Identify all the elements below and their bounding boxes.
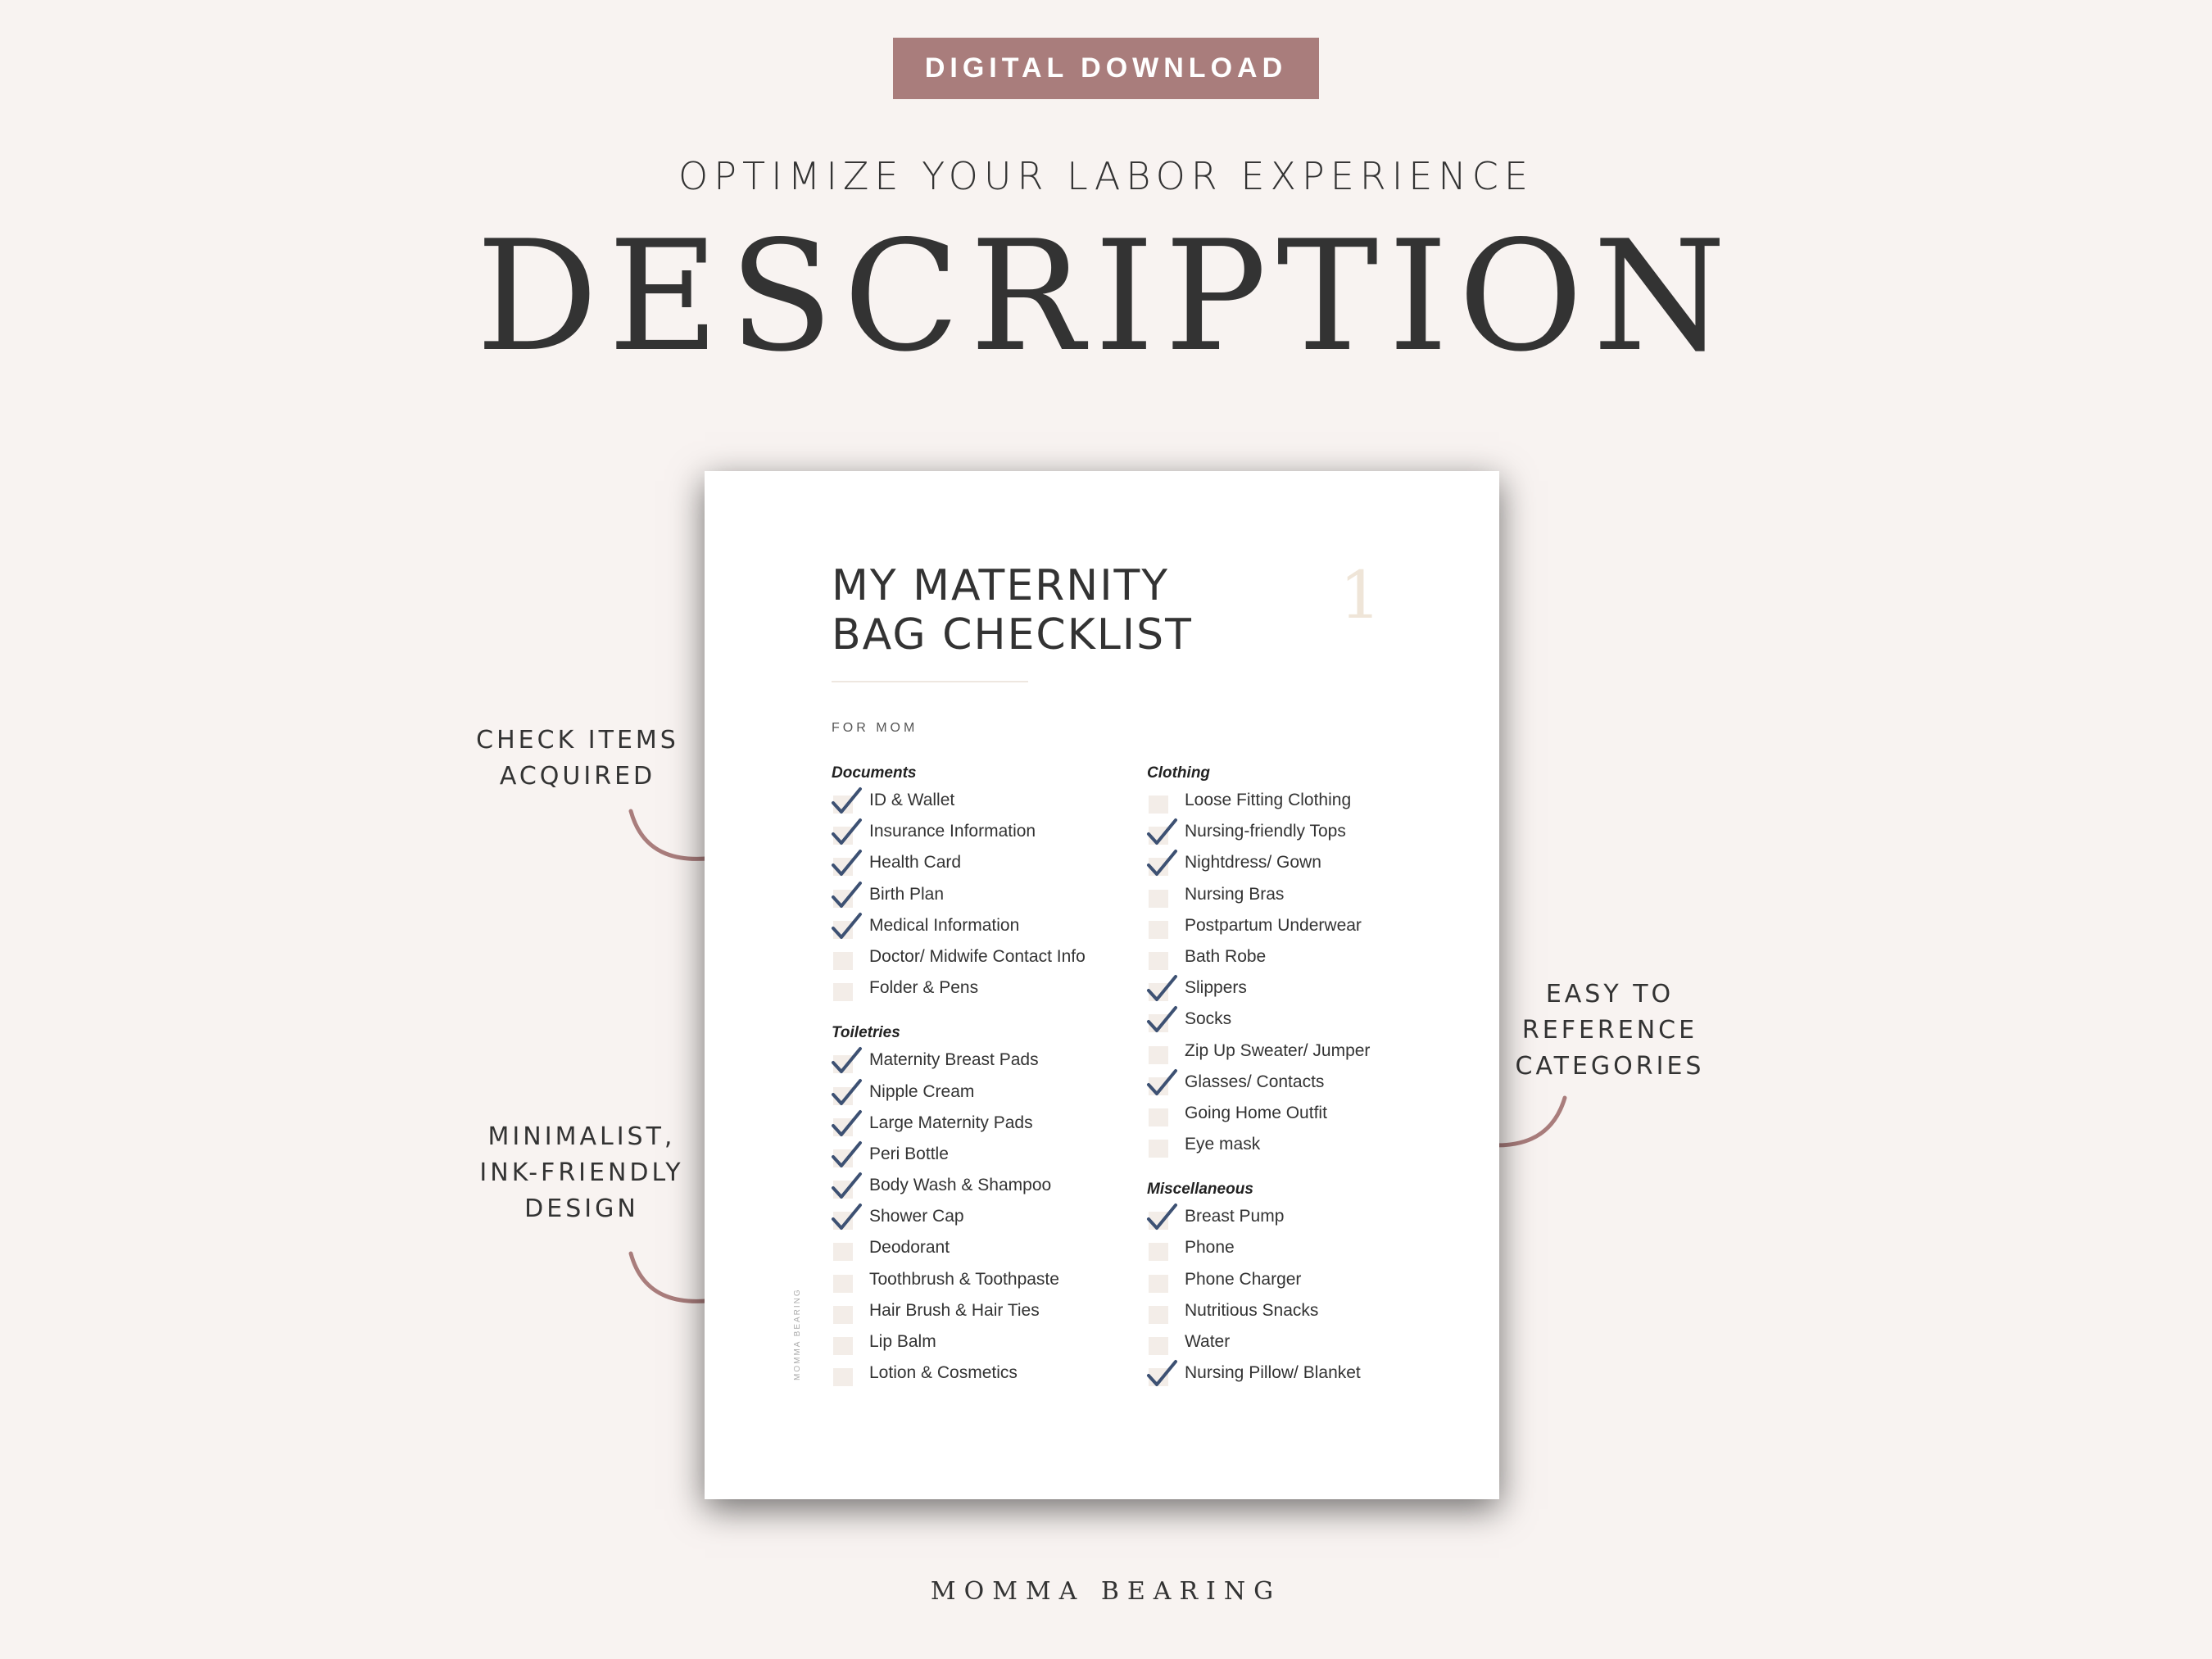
checklist-item-label: Lip Balm	[869, 1332, 936, 1351]
checklist-item-label: Glasses/ Contacts	[1185, 1072, 1325, 1091]
checklist-item-label: Health Card	[869, 853, 962, 873]
checklist-item-label: Nursing Pillow/ Blanket	[1185, 1363, 1361, 1383]
checkmark-icon	[830, 849, 863, 878]
checkmark-icon	[1145, 974, 1178, 1004]
checklist-item[interactable]	[1147, 972, 1458, 1004]
checklist-item[interactable]	[1147, 879, 1458, 910]
checklist-item[interactable]	[1147, 1067, 1458, 1098]
checkmark-icon	[1145, 818, 1178, 847]
checklist-item-label: Insurance Information	[869, 822, 1036, 841]
checklist-item[interactable]	[832, 972, 1143, 1004]
checklist-item-label: Phone	[1185, 1238, 1235, 1258]
checkbox[interactable]	[833, 1243, 853, 1261]
checklist-item-label: Nightdress/ Gown	[1185, 853, 1321, 873]
checklist-item-label: Phone Charger	[1185, 1269, 1302, 1289]
checklist-item-label: Nursing-friendly Tops	[1185, 822, 1346, 841]
checkmark-icon	[830, 881, 863, 910]
checklist-item[interactable]	[1147, 785, 1458, 816]
checklist-item-label: Peri Bottle	[869, 1144, 949, 1163]
annotation-line: INK-FRIENDLY	[479, 1158, 684, 1187]
checklist-item-label: Going Home Outfit	[1185, 1103, 1327, 1122]
checklist-item-label: Slippers	[1185, 978, 1247, 998]
annotation-minimalist	[459, 1119, 705, 1227]
page-title: DESCRIPTION	[475, 207, 1737, 385]
checklist-item-label: Deodorant	[869, 1238, 950, 1258]
checklist-item[interactable]	[1147, 1036, 1458, 1067]
checkmark-icon	[830, 1140, 863, 1170]
checkbox[interactable]	[1149, 952, 1168, 970]
checklist-item[interactable]	[832, 785, 1143, 816]
checklist-item-label: Medical Information	[869, 915, 1020, 935]
checklist-item[interactable]	[1147, 1358, 1458, 1389]
checklist-item-label: Zip Up Sweater/ Jumper	[1185, 1040, 1371, 1060]
brand-footer: MOMMA BEARING	[930, 1577, 1282, 1606]
subtitle: OPTIMIZE YOUR LABOR EXPERIENCE	[678, 154, 1534, 198]
checkmark-icon	[830, 1109, 863, 1139]
checkbox[interactable]	[1149, 1108, 1168, 1126]
checklist-item[interactable]	[832, 1139, 1143, 1170]
checklist-item[interactable]	[832, 879, 1143, 910]
checklist-title	[832, 561, 1193, 660]
checklist-column-left	[832, 762, 1143, 1389]
category-heading: Documents	[832, 764, 917, 782]
checklist-item-label: Breast Pump	[1185, 1207, 1285, 1226]
checklist-item-label: Folder & Pens	[869, 978, 979, 998]
checklist-item[interactable]	[1147, 1264, 1458, 1295]
checklist-item[interactable]	[832, 1358, 1143, 1389]
checklist-title-line: BAG CHECKLIST	[832, 610, 1193, 660]
checklist-item-label: Postpartum Underwear	[1185, 915, 1362, 935]
checklist-item[interactable]	[1147, 910, 1458, 941]
checklist-item-label: Body Wash & Shampoo	[869, 1176, 1052, 1195]
checkbox[interactable]	[833, 1306, 853, 1324]
side-brand: MOMMA BEARING	[793, 1288, 802, 1380]
checklist-item-label: Maternity Breast Pads	[869, 1050, 1039, 1070]
checklist-item-label: Doctor/ Midwife Contact Info	[869, 946, 1086, 966]
checklist-item[interactable]	[1147, 1098, 1458, 1129]
checklist-item-label: Shower Cap	[869, 1207, 964, 1226]
checklist-item[interactable]	[1147, 1201, 1458, 1232]
checkbox[interactable]	[1149, 1306, 1168, 1324]
checkbox[interactable]	[833, 983, 853, 1001]
checklist-column-right	[1147, 762, 1458, 1389]
checkmark-icon	[830, 1172, 863, 1201]
annotation-line: CATEGORIES	[1515, 1052, 1705, 1081]
checklist-item[interactable]	[1147, 1295, 1458, 1326]
checklist-item[interactable]	[832, 1326, 1143, 1358]
checklist-page	[705, 471, 1499, 1499]
checklist-item-label: Water	[1185, 1332, 1231, 1351]
category-heading: Toiletries	[832, 1024, 900, 1042]
checkmark-icon	[830, 1046, 863, 1076]
checklist-item[interactable]	[832, 816, 1143, 847]
checkbox[interactable]	[1149, 796, 1168, 814]
checkbox[interactable]	[1149, 921, 1168, 939]
checklist-item-label: Bath Robe	[1185, 946, 1267, 966]
checklist-item-label: Toothbrush & Toothpaste	[869, 1269, 1059, 1289]
checkmark-icon	[830, 1203, 863, 1232]
checklist-item[interactable]	[1147, 1326, 1458, 1358]
title-divider	[832, 681, 1028, 682]
annotation-line: EASY TO	[1545, 980, 1675, 1009]
checkmark-icon	[830, 786, 863, 816]
checklist-item[interactable]	[1147, 941, 1458, 972]
checkbox[interactable]	[833, 1275, 853, 1293]
checkbox[interactable]	[1149, 890, 1168, 908]
checkbox[interactable]	[1149, 1140, 1168, 1158]
category-heading: Clothing	[1147, 764, 1211, 782]
checklist-title-line: MY MATERNITY	[832, 561, 1170, 610]
checklist-item-label: Large Maternity Pads	[869, 1113, 1033, 1132]
checklist-item[interactable]	[832, 1077, 1143, 1108]
annotation-easy-reference	[1491, 977, 1729, 1085]
checklist-item[interactable]	[832, 1201, 1143, 1232]
checkmark-icon	[1145, 1068, 1178, 1098]
checklist-item[interactable]	[832, 847, 1143, 878]
category-heading: Miscellaneous	[1147, 1181, 1253, 1199]
checklist-item[interactable]	[1147, 1129, 1458, 1160]
digital-download-badge: DIGITAL DOWNLOAD	[893, 38, 1319, 99]
checkmark-icon	[1145, 1203, 1178, 1232]
checkbox[interactable]	[1149, 1337, 1168, 1355]
checklist-item[interactable]	[832, 1170, 1143, 1201]
checkbox[interactable]	[833, 952, 853, 970]
annotation-line: CHECK ITEMS	[476, 726, 679, 755]
checklist-item-label: Birth Plan	[869, 884, 945, 904]
checklist-item-label: Loose Fitting Clothing	[1185, 791, 1352, 809]
checklist-item-label: ID & Wallet	[869, 791, 955, 809]
checklist-item[interactable]	[832, 1264, 1143, 1295]
checklist-item[interactable]	[832, 1232, 1143, 1263]
checklist-item-label: Eye mask	[1185, 1135, 1261, 1154]
annotation-line: ACQUIRED	[499, 762, 656, 791]
checklist-item[interactable]	[832, 910, 1143, 941]
checklist-item[interactable]	[1147, 847, 1458, 878]
checkbox[interactable]	[1149, 1046, 1168, 1064]
page-number: 1	[1339, 557, 1381, 633]
checklist-item[interactable]	[832, 1108, 1143, 1139]
checklist-item[interactable]	[1147, 816, 1458, 847]
checkbox[interactable]	[1149, 1275, 1168, 1293]
checklist-item[interactable]	[1147, 1004, 1458, 1035]
checklist-item-label: Nutritious Snacks	[1185, 1300, 1319, 1320]
checkmark-icon	[830, 912, 863, 941]
checkbox[interactable]	[1149, 1243, 1168, 1261]
annotation-line: REFERENCE	[1521, 1016, 1698, 1045]
checkmark-icon	[1145, 849, 1178, 878]
checklist-item[interactable]	[1147, 1232, 1458, 1263]
checklist-item[interactable]	[832, 941, 1143, 972]
annotation-check-items	[459, 723, 696, 795]
checkbox[interactable]	[833, 1368, 853, 1386]
checklist-item[interactable]	[832, 1295, 1143, 1326]
checklist-item-label: Lotion & Cosmetics	[869, 1363, 1018, 1383]
checkmark-icon	[1145, 1005, 1178, 1035]
annotation-line: MINIMALIST,	[487, 1122, 676, 1151]
checklist-item-label: Nipple Cream	[869, 1081, 975, 1101]
checkmark-icon	[830, 1078, 863, 1108]
checkmark-icon	[830, 818, 863, 847]
checklist-item-label: Nursing Bras	[1185, 884, 1285, 904]
checklist-item-label: Socks	[1185, 1009, 1232, 1029]
section-label: FOR MOM	[832, 721, 918, 735]
annotation-line: DESIGN	[524, 1194, 639, 1223]
checklist-item-label: Hair Brush & Hair Ties	[869, 1300, 1040, 1320]
checklist-item[interactable]	[832, 1045, 1143, 1076]
checkmark-icon	[1145, 1359, 1178, 1389]
checkbox[interactable]	[833, 1337, 853, 1355]
